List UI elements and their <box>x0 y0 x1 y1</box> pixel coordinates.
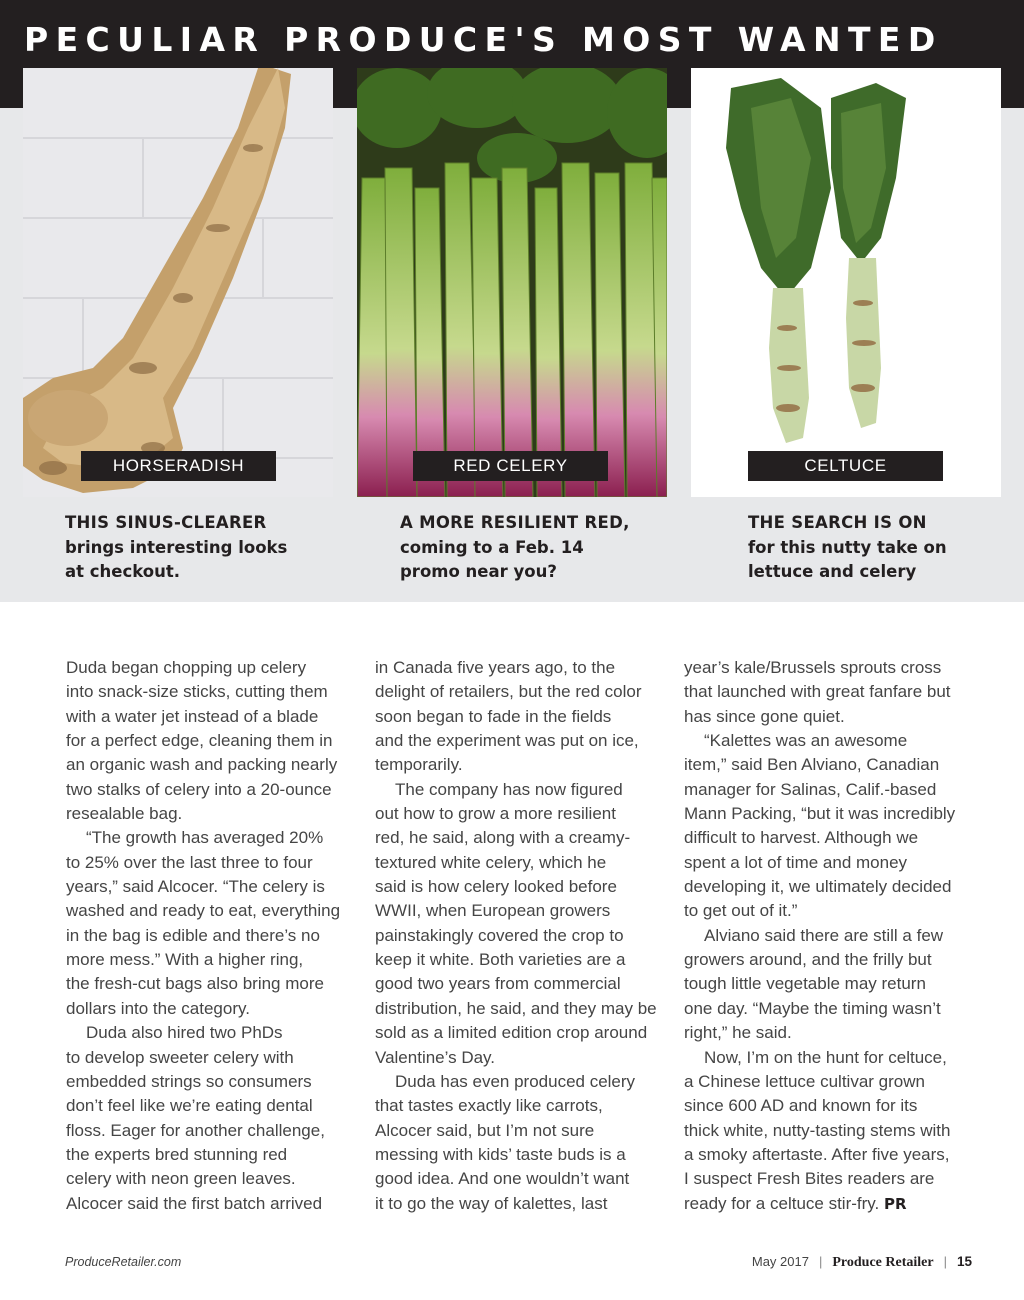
text-line: Valentine’s Day. <box>375 1047 496 1067</box>
body-column-1 <box>66 656 358 1216</box>
body-column-3 <box>684 656 976 1216</box>
text-line: in Canada five years ago, to the <box>375 658 616 677</box>
footer-separator: | <box>943 1254 947 1269</box>
caption-line: at checkout. <box>65 562 181 581</box>
text-line: a Chinese lettuce cultivar grown <box>684 1071 925 1091</box>
text-line: red, he said, along with a creamy- <box>375 828 631 848</box>
text-line: an organic wash and packing nearly <box>66 755 338 775</box>
text-line: Now, I’m on the hunt for celtuce, <box>704 1047 947 1067</box>
celtuce-caption <box>748 511 1008 585</box>
text-line: messing with kids’ taste buds is a <box>375 1144 626 1164</box>
body-column-2 <box>375 656 667 1216</box>
footer-info <box>752 1254 972 1271</box>
text-line: thick white, nutty-tasting stems with <box>684 1120 951 1140</box>
footer-website: ProduceRetailer.com <box>65 1255 182 1269</box>
text-line: resealable bag. <box>66 804 183 824</box>
celtuce-photo <box>691 68 1001 497</box>
text-line: more mess.” With a higher ring, <box>66 950 304 970</box>
text-line: temporarily. <box>375 755 463 775</box>
text-line: for a perfect edge, cleaning them in <box>66 731 333 751</box>
text-line: in the bag is edible and there’s no <box>66 925 320 945</box>
caption-line: lettuce and celery <box>748 562 917 581</box>
text-line: Duda began chopping up celery <box>66 658 307 677</box>
text-line: I suspect Fresh Bites readers are <box>684 1169 935 1189</box>
horseradish-caption <box>65 511 325 585</box>
text-line: difficult to harvest. Although we <box>684 828 919 848</box>
text-line: out how to grow a more resilient <box>375 804 616 824</box>
text-line: distribution, he said, and they may be <box>375 998 657 1018</box>
horseradish-label: HORSERADISH <box>81 451 276 481</box>
caption-line: promo near you? <box>400 562 557 581</box>
text-line: manager for Salinas, Calif.-based <box>684 779 937 799</box>
text-line: Alcocer said the first batch arrived <box>66 1193 323 1213</box>
text-line-end: ready for a celtuce stir-fry. <box>684 1193 880 1213</box>
text-line: developing it, we ultimately decided <box>684 877 952 897</box>
text-line: good idea. And one wouldn’t want <box>375 1169 630 1189</box>
text-line: a smoky aftertaste. After five years, <box>684 1144 950 1164</box>
text-line: delight of retailers, but the red color <box>375 682 642 702</box>
text-line: Alcocer said, but I’m not sure <box>375 1120 595 1140</box>
caption-line: brings interesting looks <box>65 537 288 557</box>
red-celery-label: RED CELERY <box>413 451 608 481</box>
text-line: good two years from commercial <box>375 974 621 994</box>
text-line: with a water jet instead of a blade <box>66 706 319 726</box>
text-line: that tastes exactly like carrots, <box>375 1096 603 1116</box>
page-number: 15 <box>956 1254 972 1269</box>
text-line: textured white celery, which he <box>375 852 607 872</box>
text-line: embedded strings so consumers <box>66 1071 312 1091</box>
celtuce-label: CELTUCE <box>748 451 943 481</box>
text-line: that launched with great fanfare but <box>684 682 951 702</box>
text-line: washed and ready to eat, everything <box>66 901 341 921</box>
caption-lead: THE SEARCH IS ON <box>748 513 927 532</box>
text-line: don’t feel like we’re eating dental <box>66 1096 313 1116</box>
end-mark: PR <box>883 1194 907 1213</box>
text-line <box>684 1192 976 1216</box>
text-line: Alviano said there are still a few <box>704 925 944 945</box>
text-line: keep it white. Both varieties are a <box>375 950 626 970</box>
text-line: Duda also hired two PhDs <box>86 1023 283 1043</box>
caption-line: for this nutty take on <box>748 537 947 557</box>
caption-lead: A MORE RESILIENT RED, <box>400 513 630 532</box>
text-line: sold as a limited edition crop around <box>375 1023 648 1043</box>
text-line: years,” said Alcocer. “The celery is <box>66 877 325 897</box>
page-title: PECULIAR PRODUCE'S MOST WANTED <box>24 20 943 59</box>
text-line: and the experiment was put on ice, <box>375 731 639 751</box>
text-line: “The growth has averaged 20% <box>86 828 324 848</box>
red-celery-photo <box>357 68 667 497</box>
text-line: to get out of it.” <box>684 901 798 921</box>
horseradish-photo <box>23 68 333 497</box>
text-line: to develop sweeter celery with <box>66 1047 294 1067</box>
text-line: the experts bred stunning red <box>66 1144 288 1164</box>
text-line: Mann Packing, “but it was incredibly <box>684 804 956 824</box>
text-line: growers around, and the frilly but <box>684 950 932 970</box>
text-line: the fresh-cut bags also bring more <box>66 974 324 994</box>
text-line: floss. Eager for another challenge, <box>66 1120 325 1140</box>
text-line: since 600 AD and known for its <box>684 1096 918 1116</box>
text-line: it to go the way of kalettes, last <box>375 1193 608 1213</box>
text-line: year’s kale/Brussels sprouts cross <box>684 658 942 677</box>
caption-line: coming to a Feb. 14 <box>400 537 584 557</box>
red-celery-caption <box>400 511 660 585</box>
text-line: right,” he said. <box>684 1023 792 1043</box>
text-line: spent a lot of time and money <box>684 852 908 872</box>
text-line: painstakingly covered the crop to <box>375 925 624 945</box>
text-line: Duda has even produced celery <box>395 1071 636 1091</box>
footer-separator: | <box>818 1254 823 1269</box>
text-line: The company has now figured <box>395 779 623 799</box>
text-line: dollars into the category. <box>66 998 250 1018</box>
text-line: said is how celery looked before <box>375 877 617 897</box>
footer-magazine: Produce Retailer <box>832 1255 934 1270</box>
text-line: tough little vegetable may return <box>684 974 926 994</box>
footer-date: May 2017 <box>751 1254 809 1269</box>
text-line: into snack-size sticks, cutting them <box>66 682 328 702</box>
text-line: “Kalettes was an awesome <box>704 731 908 751</box>
text-line: one day. “Maybe the timing wasn’t <box>684 998 941 1018</box>
text-line: item,” said Ben Alviano, Canadian <box>684 755 940 775</box>
text-line: celery with neon green leaves. <box>66 1169 296 1189</box>
text-line: WWII, when European growers <box>375 901 611 921</box>
caption-lead: THIS SINUS-CLEARER <box>65 513 267 532</box>
text-line: has since gone quiet. <box>684 706 845 726</box>
text-line: two stalks of celery into a 20-ounce <box>66 779 332 799</box>
text-line: soon began to fade in the fields <box>375 706 612 726</box>
text-line: to 25% over the last three to four <box>66 852 313 872</box>
